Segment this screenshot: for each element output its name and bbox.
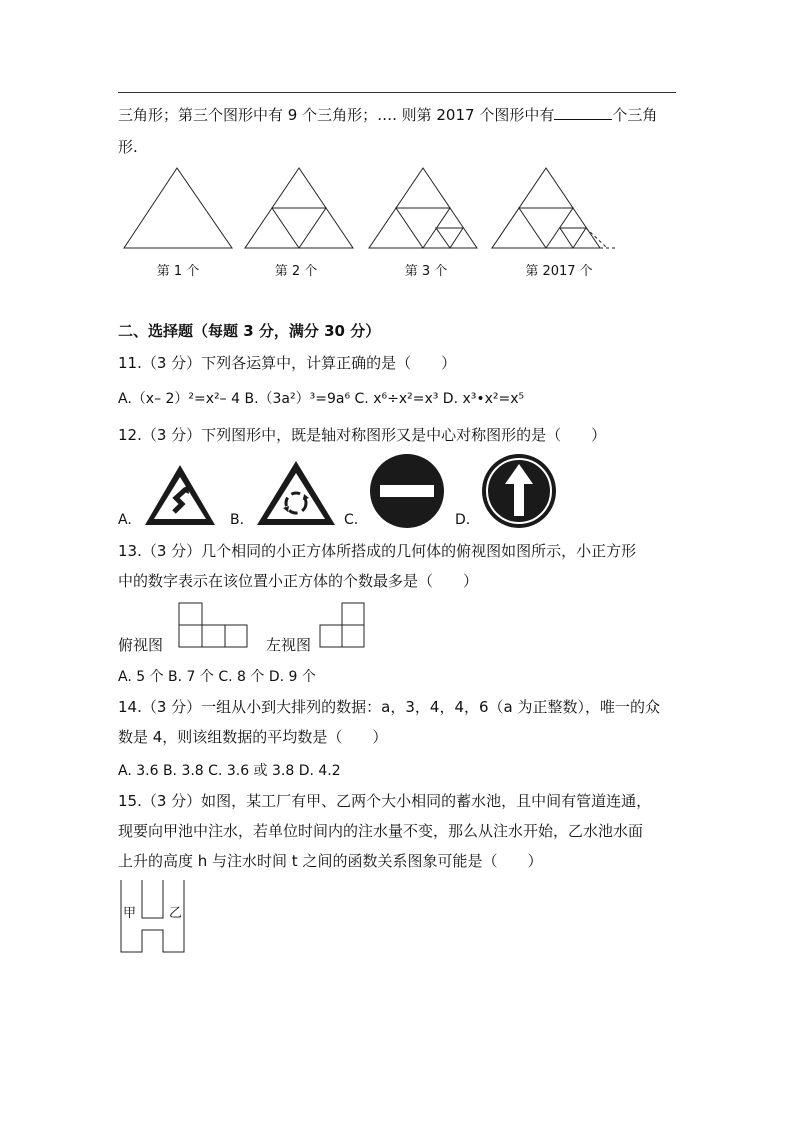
q12-stem: 12.（3 分）下列图形中，既是轴对称图形又是中心对称图形的是（ ）: [118, 426, 607, 444]
triangle-fig2: [245, 168, 353, 248]
q14-stem-line2: 数是 4，则该组数据的平均数是（ ）: [118, 728, 388, 746]
answer-blank: [554, 105, 612, 120]
q10-line1: [118, 104, 657, 125]
triangle-fig1: [124, 168, 232, 248]
q14-stem-line1: 14.（3 分）一组从小到大排列的数据：a，3，4，4，6（a 为正整数），唯一的众: [118, 698, 660, 716]
section-title: 二、选择题（每题 3 分，满分 30 分）: [118, 322, 381, 340]
q15-stem-line3: 上升的高度 h 与注水时间 t 之间的函数关系图象可能是（ ）: [118, 852, 543, 870]
straight-ahead-sign-icon: [480, 452, 558, 530]
tank-right-label: 乙: [169, 906, 183, 921]
triangle-figures: [118, 162, 618, 254]
q13-stem-line2: 中的数字表示在该位置小正方体的个数最多是（ ）: [118, 572, 479, 590]
q12-option-d-label: D.: [455, 512, 471, 528]
caption-fig3: 第 3 个: [404, 264, 448, 279]
q11-options: A.（x– 2）²=x²– 4 B.（3a²）³=9a⁶ C. x⁶÷x²=x³ D. x³•x²=x⁵: [118, 391, 525, 407]
q15-stem-line1: 15.（3 分）如图，某工厂有甲、乙两个大小相同的蓄水池，且中间有管道连通，: [118, 792, 652, 810]
tank-left-label: 甲: [123, 906, 137, 921]
roundabout-sign-icon: [254, 458, 338, 528]
q12-option-b-label: B.: [230, 512, 245, 528]
q12-option-a-label: A.: [118, 512, 132, 528]
caption-fig2017: 第 2017 个: [525, 264, 593, 279]
left-view-label: 左视图: [266, 636, 312, 654]
top-view-label: 俯视图: [118, 636, 164, 654]
left-view-diagram: [318, 600, 370, 650]
header-rule: [118, 92, 676, 93]
q11-stem: 11.（3 分）下列各运算中，计算正确的是（ ）: [118, 354, 457, 372]
triangle-fig3: [369, 168, 477, 248]
triangle-fig2017: [492, 168, 618, 248]
no-entry-sign-icon: [368, 452, 446, 530]
q15-stem-line2: 现要向甲池中注水，若单位时间内的注水量不变，那么从注水开始，乙水池水面: [118, 822, 644, 840]
water-tanks-diagram: [118, 878, 190, 958]
top-view-diagram: [176, 600, 250, 650]
q13-options: A. 5 个 B. 7 个 C. 8 个 D. 9 个: [118, 669, 316, 685]
warning-sign-curve-icon: [142, 462, 218, 528]
q12-option-c-label: C.: [344, 512, 359, 528]
caption-fig2: 第 2 个: [274, 264, 318, 279]
q13-stem-line1: 13.（3 分）几个相同的小正方体所搭成的几何体的俯视图如图所示，小正方形: [118, 542, 637, 560]
q10-text-b: 个三角: [612, 106, 658, 124]
q14-options: A. 3.6 B. 3.8 C. 3.6 或 3.8 D. 4.2: [118, 763, 341, 779]
q10-line2: 形.: [118, 138, 138, 156]
q10-text-a: 三角形；第三个图形中有 9 个三角形；…. 则第 2017 个图形中有: [118, 106, 555, 124]
caption-fig1: 第 1 个: [156, 264, 200, 279]
